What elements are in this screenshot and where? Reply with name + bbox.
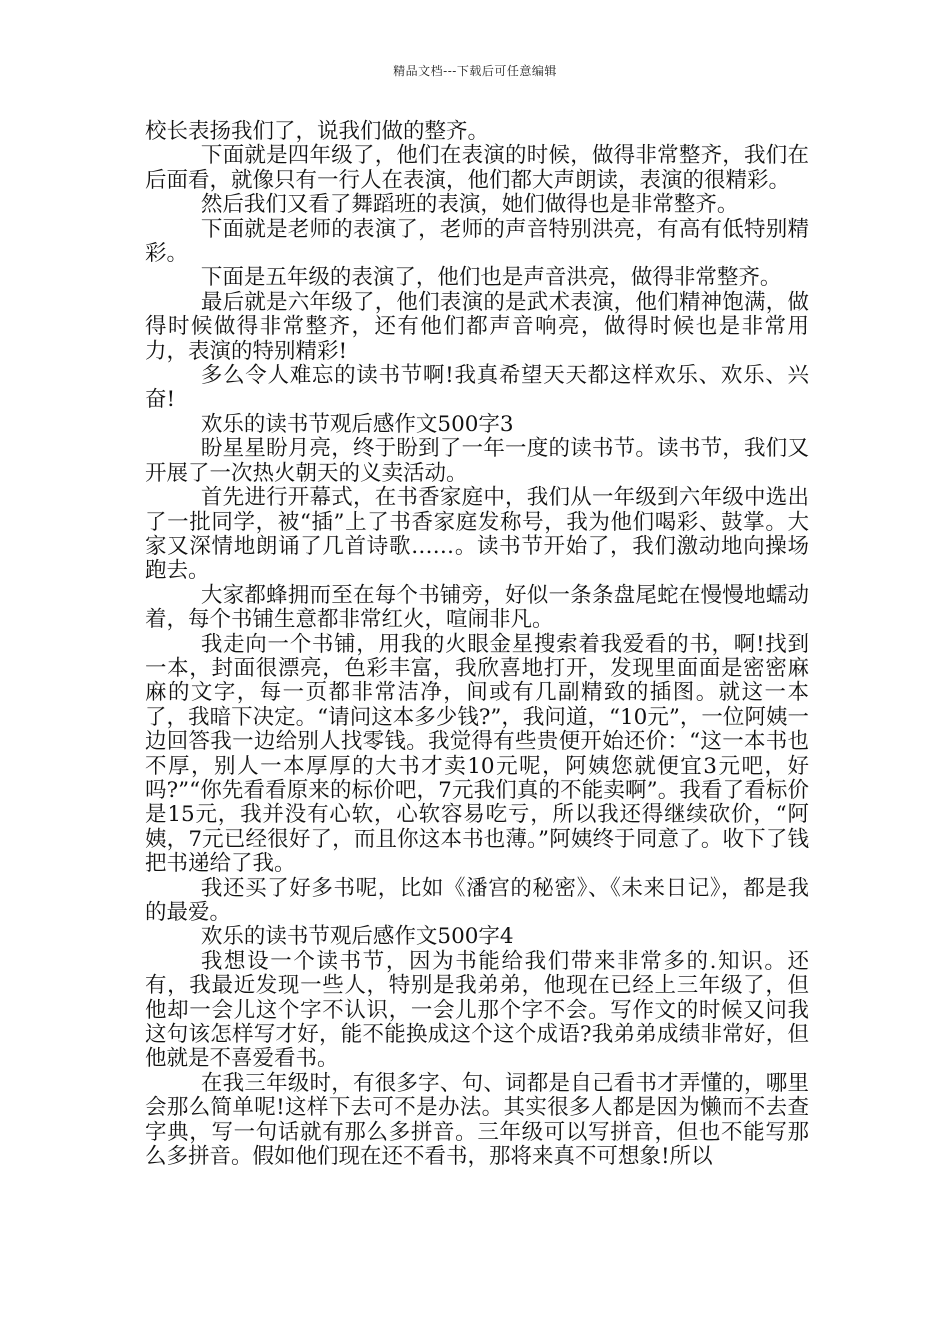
page-header: 精品文档---下载后可任意编辑 bbox=[393, 64, 557, 78]
paragraph: 下面就是老师的表演了，老师的声音特别洪亮，有高有低特别精彩。 bbox=[145, 216, 809, 267]
paragraph: 校长表扬我们了，说我们做的整齐。 bbox=[145, 119, 490, 144]
paragraph: 大家都蜂拥而至在每个书铺旁，好似一条条盘尾蛇在慢慢地蠕动着，每个书铺生意都非常红火，喧闹非凡。 bbox=[145, 582, 809, 633]
paragraph: 最后就是六年级了，他们表演的是武术表演，他们精神饱满，做得时候做得非常整齐，还有他们都声音响亮，做得时候也是非常用力，表演的特别精彩! bbox=[145, 289, 809, 364]
paragraph: 我还买了好多书呢，比如《潘宫的秘密》、《未来日记》，都是我的最爱。 bbox=[145, 875, 809, 925]
paragraph: 多么令人难忘的读书节啊!我真希望天天都这样欢乐、欢乐、兴奋! bbox=[145, 363, 809, 413]
document-body bbox=[145, 120, 809, 1169]
paragraph: 在我三年级时，有很多字、句、词都是自己看书才弄懂的，哪里会那么简单呢!这样下去可不是办法。其实很多人都是因为懒而不去查字典，写一句话就有那么多拼音。三年级可以写拼音，但也不能写那么多拼音。假如他们现在还不看书，那将来真不可想象!所以 bbox=[145, 1070, 809, 1170]
paragraph: 盼星星盼月亮，终于盼到了一年一度的读书节。读书节，我们又开展了一次热火朝天的义卖活动。 bbox=[145, 436, 809, 486]
paragraph: 我想设一个读书节，因为书能给我们带来非常多的.知识。还有，我最近发现一些人，特别是我弟弟，他现在已经上三年级了，但他却一会儿这个字不认识，一会儿那个字不会。写作文的时候又问我这句该怎样写才好，能不能换成这个这个成语?我弟弟成绩非常好，但他就是不喜爱看书。 bbox=[145, 948, 809, 1072]
paragraph: 下面是五年级的表演了，他们也是声音洪亮，做得非常整齐。 bbox=[200, 265, 782, 291]
paragraph: 首先进行开幕式，在书香家庭中，我们从一年级到六年级中选出了一批同学，被“插”上了书香家庭发称号，我为他们喝彩、鼓掌。大家又深情地朗诵了几首诗歌……。读书节开始了，我们激动地向操场跑去。 bbox=[145, 485, 809, 584]
section-heading: 欢乐的读书节观后感作文500字3 bbox=[200, 411, 514, 437]
section-heading: 欢乐的读书节观后感作文500字4 bbox=[200, 924, 514, 950]
paragraph: 然后我们又看了舞蹈班的表演，她们做得也是非常整齐。 bbox=[200, 192, 739, 218]
paragraph: 下面就是四年级了，他们在表演的时候，做得非常整齐，我们在后面看，就像只有一行人在表演，他们都大声朗读，表演的很精彩。 bbox=[145, 143, 809, 193]
paragraph: 我走向一个书铺，用我的火眼金星搜索着我爱看的书，啊!找到一本，封面很漂亮，色彩丰富，我欣喜地打开，发现里面面是密密麻麻的文字，每一页都非常洁净，间或有几副精致的插图。就这一本了，我暗下决定。“请问这本多少钱?”，我问道，“10元”，一位阿姨一边回答我一边给别人找零钱。我觉得有些贵便开始还价：“这一本书也不厚，别人一本厚厚的大书才卖10元呢，阿姨您就便宜3元吧，好吗?”“你先看看原来的标价吧，7元我们真的不能卖啊”。我看了看标价是15元，我并没有心软，心软容易吃亏，所以我还得继续砍价，“阿姨，7元已经很好了，而且你这本书也薄。”阿姨终于同意了。收下了钱把书递给了我。 bbox=[145, 631, 809, 877]
